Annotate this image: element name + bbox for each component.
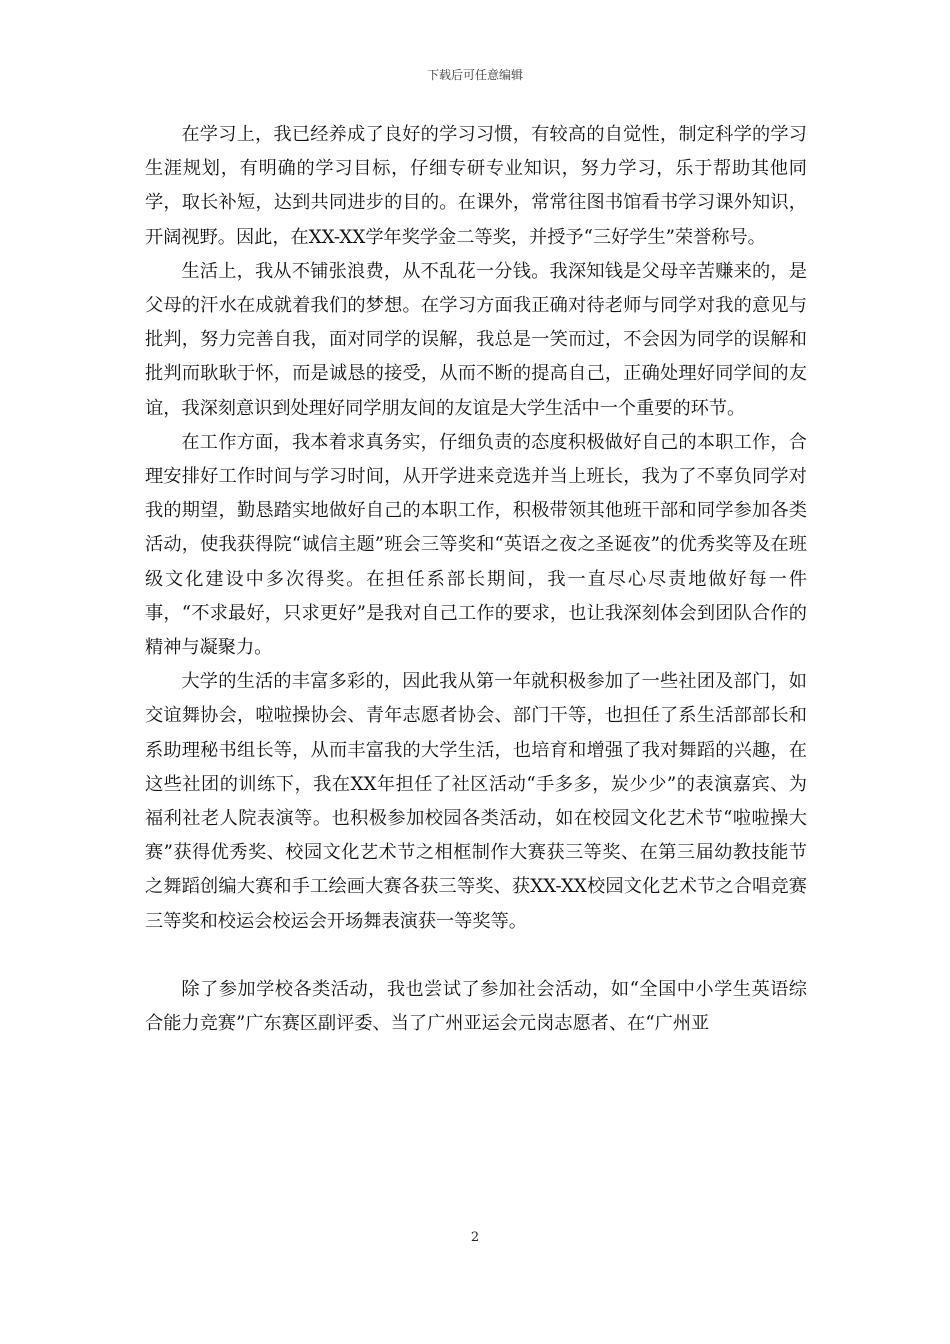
- page-header: 下载后可任意编辑: [426, 68, 523, 82]
- paragraph-activities: 大学的生活的丰富多彩的，因此我从第一年就积极参加了一些社团及部门，如交谊舞协会，啦啦操协会、青年志愿者协会、部门干等，也担任了系生活部部长和系助理秘书组长等，从而丰富我的大学生活，也培育和增强了我对舞蹈的兴趣，在这些社团的训练下，我在XX年担任了社区活动“手多多，炭少少”的表演嘉宾、为福利社老人院表演等。也积极参加校园各类活动，如在校园文化艺术节“啦啦操大赛”获得优秀奖、校园文化艺术节之相框制作大赛获三等奖、在第三届幼教技能节之舞蹈创编大赛和手工绘画大赛各获三等奖、获XX-XX校园文化艺术节之合唱竞赛三等奖和校运会校运会开场舞表演获一等奖等。: [145, 671, 807, 932]
- paragraph-life: 生活上，我从不铺张浪费，从不乱花一分钱。我深知钱是父母辛苦赚来的，是父母的汗水在成就着我们的梦想。在学习方面我正确对待老师与同学对我的意见与批判，努力完善自我，面对同学的误解，我总是一笑而过，不会因为同学的误解和批判而耿耿于怀，而是诚恳的接受，从而不断的提高自己，正确处理好同学间的友谊，我深刻意识到处理好同学朋友间的友谊是大学生活中一个重要的环节。: [145, 260, 807, 419]
- page-number: 2: [470, 1230, 480, 1245]
- paragraph-study: 在学习上，我已经养成了良好的学习习惯，有较高的自觉性，制定科学的学习生涯规划，有明确的学习目标，仔细专研专业知识，努力学习，乐于帮助其他同学，取长补短，达到共同进步的目的。在课外，常常往图书馆看书学习课外知识，开阔视野。因此，在XX-XX学年奖学金二等奖，并授予“三好学生”荣誉称号。: [145, 124, 807, 248]
- paragraph-work: 在工作方面，我本着求真务实，仔细负责的态度积极做好自己的本职工作，合理安排好工作时间与学习时间，从开学进来竞选并当上班长，我为了不辜负同学对我的期望，勤恳踏实地做好自己的本职工作，积极带领其他班干部和同学参加各类活动，使我获得院“诚信主题”班会三等奖和“英语之夜之圣诞夜”的优秀奖等及在班级文化建设中多次得奖。在担任系部长期间，我一直尽心尽责地做好每一件事，“不求最好，只求更好”是我对自己工作的要求，也让我深刻体会到团队合作的精神与凝聚力。: [145, 431, 807, 659]
- document-body: [145, 118, 807, 1041]
- paragraph-social: 除了参加学校各类活动，我也尝试了参加社会活动，如“全国中小学生英语综合能力竞赛”广东赛区副评委、当了广州亚运会元岗志愿者、在“广州亚: [145, 978, 807, 1035]
